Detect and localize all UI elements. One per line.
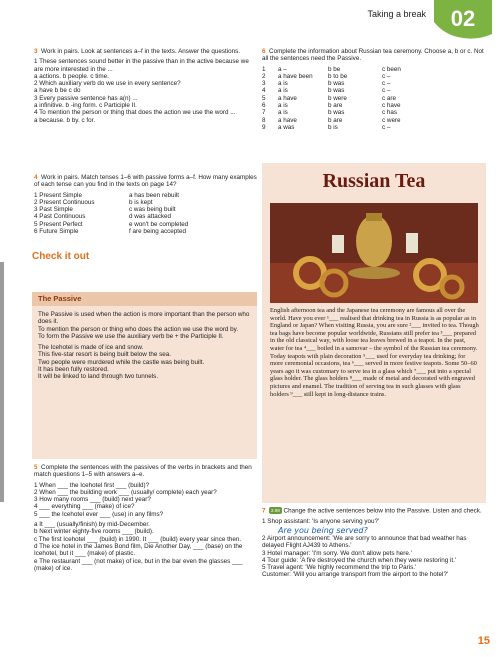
- choice-option[interactable]: c been: [382, 65, 401, 73]
- question: 4 To mention the person or thing that does the action we use the word ...: [34, 109, 236, 117]
- choice-option[interactable]: a is: [278, 80, 288, 88]
- choice-option[interactable]: a was: [278, 123, 295, 131]
- tense-item: 3 Past Simple: [34, 206, 73, 214]
- grammar-example: It will be linked to land through two tunnels.: [38, 373, 159, 381]
- question: 4 ___ everything ___ (make) of ice?: [34, 503, 135, 511]
- choice-option[interactable]: b be: [328, 65, 341, 73]
- question: 2 Which auxiliary verb do we use in every sentence?: [34, 80, 181, 88]
- item: Customer: 'Will you arrange transport from the airport to the hotel?': [262, 571, 449, 579]
- tense-item: 2 Present Continuous: [34, 198, 95, 206]
- exercise-number: 7: [262, 507, 266, 515]
- grammar-rule: To form the Passive we use the auxiliary verb be + the Participle II.: [38, 332, 224, 340]
- exercise-number: 5: [34, 464, 38, 471]
- choice-row: [262, 102, 487, 109]
- exercise-instruction: Complete the information about Russian tea ceremony. Choose a, b or c. Not all the sentences need the Passive.: [262, 48, 484, 63]
- exercise-number: 6: [262, 48, 266, 55]
- exercise-instruction: Complete the sentences with the passives of the verbs in brackets and then match questions 1–5 with answers a–e.: [34, 464, 252, 479]
- page-edge-tab: [0, 262, 4, 502]
- grammar-example: It has been fully restored.: [38, 366, 109, 374]
- choice-row: [262, 109, 487, 116]
- choice-option[interactable]: b was: [328, 87, 345, 95]
- question: 3 How many rooms ___ (build) next year?: [34, 496, 151, 504]
- tea-table-photo: [270, 203, 478, 303]
- exercise-instruction: Work in pairs. Match tenses 1–6 with passive forms a–f. How many examples of each tense can you find in the texts on page 14?: [34, 174, 257, 189]
- answer: c The first Icehotel ___ (build) in 1990. It ___ (build) every year since then.: [34, 535, 242, 543]
- exercise-5: [34, 464, 259, 572]
- choice-option[interactable]: c have: [382, 102, 401, 110]
- answer: e The restaurant ___ (not make) of ice, but in the bar even the glasses ___ (make) of ice.: [34, 557, 243, 572]
- exercise-6: [262, 48, 487, 131]
- question: 3 Every passive sentence has a(n) ...: [34, 94, 138, 102]
- choice-row: [262, 66, 487, 73]
- grammar-example: The Icehotel is made of ice and snow.: [38, 344, 144, 352]
- item: 4 Tour guide: 'A fire destroyed the church when they were restoring it.': [262, 556, 457, 564]
- unit-badge-number: 02: [450, 6, 476, 31]
- choice-option[interactable]: b were: [328, 94, 347, 102]
- choice-option[interactable]: a have been: [278, 72, 313, 80]
- choice-option[interactable]: a –: [278, 65, 287, 73]
- tense-item: 6 Future Simple: [34, 228, 79, 236]
- choice-number: 4: [262, 87, 266, 95]
- choice-option[interactable]: c –: [382, 80, 391, 88]
- grammar-rule: The Passive is used when the action is more important than the person who does it.: [38, 311, 250, 326]
- tense-item: 5 Present Perfect: [34, 220, 83, 228]
- handwritten-answer: Are you being served?: [278, 526, 368, 535]
- answer: b Next winter eighty-five rooms ___ (build).: [34, 528, 154, 536]
- answer: a It ___ (usually/finish) by mid-December.: [34, 521, 150, 529]
- exercise-instruction: Work in pairs. Look at sentences a–f in the texts. Answer the questions.: [41, 48, 241, 55]
- choice-option[interactable]: c –: [382, 72, 391, 80]
- options: a because. b by. c for.: [34, 116, 96, 124]
- choice-option[interactable]: a is: [278, 102, 288, 110]
- choice-number: 7: [262, 109, 266, 117]
- choice-option[interactable]: b are: [328, 102, 343, 110]
- choice-option[interactable]: a have: [278, 94, 297, 102]
- choice-option[interactable]: c are: [382, 94, 396, 102]
- form-item: a has been rebuilt: [129, 191, 180, 199]
- question: 1 These sentences sound better in the passive than in the active because we are more interested in the ...: [34, 58, 249, 73]
- audio-track-icon[interactable]: 2.09: [271, 508, 280, 513]
- choice-number: 2: [262, 72, 266, 80]
- question: 5 ___ the Icehotel ever ___ (use) in any films?: [34, 510, 164, 518]
- choice-option[interactable]: c were: [382, 116, 401, 124]
- exercise-7: [262, 507, 487, 579]
- choice-number: 5: [262, 94, 266, 102]
- item: 5 Travel agent: 'We highly recommend the trip to Paris.': [262, 564, 417, 572]
- item: 2 Airport announcement: 'We are sorry to announce that bad weather has delayed Flight AJ439 to Athens.': [262, 534, 467, 550]
- exercise-number: 4: [34, 174, 38, 181]
- grammar-rule: To mention the person or thing who does the action we use the word by.: [38, 325, 239, 333]
- choice-option[interactable]: c –: [382, 123, 391, 131]
- article-title: Russian Tea: [322, 170, 426, 192]
- exercise-4: [34, 174, 259, 235]
- answer: d The ice hotel in the James Bond film, Die Another Day, ___ (base) on the Icehotel, but it ___ (make) of plastic.: [34, 542, 243, 558]
- choices-grid: [262, 66, 487, 132]
- tense-item: 4 Past Continuous: [34, 213, 86, 221]
- choice-number: 6: [262, 102, 266, 110]
- choice-row: [262, 80, 487, 87]
- choice-option[interactable]: b to be: [328, 72, 348, 80]
- item: 1 Shop assistant: 'Is anyone serving you?': [262, 517, 380, 525]
- choice-row: [262, 73, 487, 80]
- grammar-example: This five-star resort is being built below the sea.: [38, 351, 171, 359]
- form-item: c was being built: [129, 206, 176, 214]
- choice-option[interactable]: a is: [278, 109, 288, 117]
- section-title: Taking a break: [367, 9, 426, 19]
- choice-row: [262, 87, 487, 94]
- page-number: 15: [477, 635, 490, 647]
- choice-number: 3: [262, 80, 266, 88]
- options: a infinitive. b -ing form. c Participle II.: [34, 102, 137, 110]
- check-it-out-heading: Check it out: [32, 251, 90, 262]
- form-item: f are being accepted: [129, 228, 187, 236]
- choice-row: [262, 124, 487, 131]
- item: 3 Hotel manager: 'I'm sorry. We don't allow pets here.': [262, 549, 412, 557]
- tense-item: 1 Present Simple: [34, 191, 82, 199]
- choice-row: [262, 117, 487, 124]
- options: a actions. b people. c time.: [34, 72, 109, 80]
- form-item: d was attacked: [129, 213, 172, 221]
- choice-option[interactable]: a is: [278, 87, 288, 95]
- choice-number: 1: [262, 65, 266, 73]
- choice-option[interactable]: b was: [328, 109, 345, 117]
- choice-number: 8: [262, 116, 266, 124]
- choice-option[interactable]: b are: [328, 116, 343, 124]
- form-item: e won't be completed: [129, 220, 189, 228]
- question: 2 When ___ the building work ___ (usually/ complete) each year?: [34, 488, 217, 496]
- choice-row: [262, 95, 487, 102]
- unit-badge-icon: [434, 0, 492, 40]
- choice-option[interactable]: b is: [328, 123, 338, 131]
- choice-option[interactable]: a have: [278, 116, 297, 124]
- options: a have b be c do: [34, 87, 81, 95]
- form-item: b is kept: [129, 198, 153, 206]
- grammar-box-title: The Passive: [38, 294, 82, 303]
- article-text: English afternoon tea and the Japanese tea ceremony are famous all over the world. Have you ever ¹___ realised that drinking tea in Russia is as popular as in England or Japan? When visiting Russia, you are sure ²___ invited to tea. Though tea bags have become popular worldwide, Russians still prefer tea ³___ prepared in the old classical way, with loose tea leaves brewed in a teapot. In the past, water for tea ⁴___ boiled in a samovar – the symbol of the Russian tea ceremony. Today teapots with plain decoration ⁵___ used for everyday tea drinking; for more ceremonial occasions, tea ⁶___ served in more festive teapots. Some 50–60 years ago it was customary to serve tea in a glass which ⁷___ put into a special glass holder. The glass holders ⁸___ made of metal and decorated with engraved pictures and enamel. The tradition of serving tea in such glasses with glass holders ⁹___ still kept in long-distance trains.: [270, 307, 479, 398]
- question: 1 When ___ the Icehotel first ___ (build)?: [34, 481, 150, 489]
- exercise-3: [34, 48, 259, 124]
- choice-option[interactable]: c has: [382, 109, 398, 117]
- exercise-instruction: Change the active sentences below into the Passive. Listen and check.: [283, 507, 482, 515]
- grammar-example: Two people were murdered while the castle was being built.: [38, 358, 205, 366]
- choice-option[interactable]: b was: [328, 80, 345, 88]
- choice-number: 9: [262, 123, 266, 131]
- choice-option[interactable]: c –: [382, 87, 391, 95]
- exercise-number: 3: [34, 48, 38, 55]
- grammar-box-body: [38, 311, 252, 381]
